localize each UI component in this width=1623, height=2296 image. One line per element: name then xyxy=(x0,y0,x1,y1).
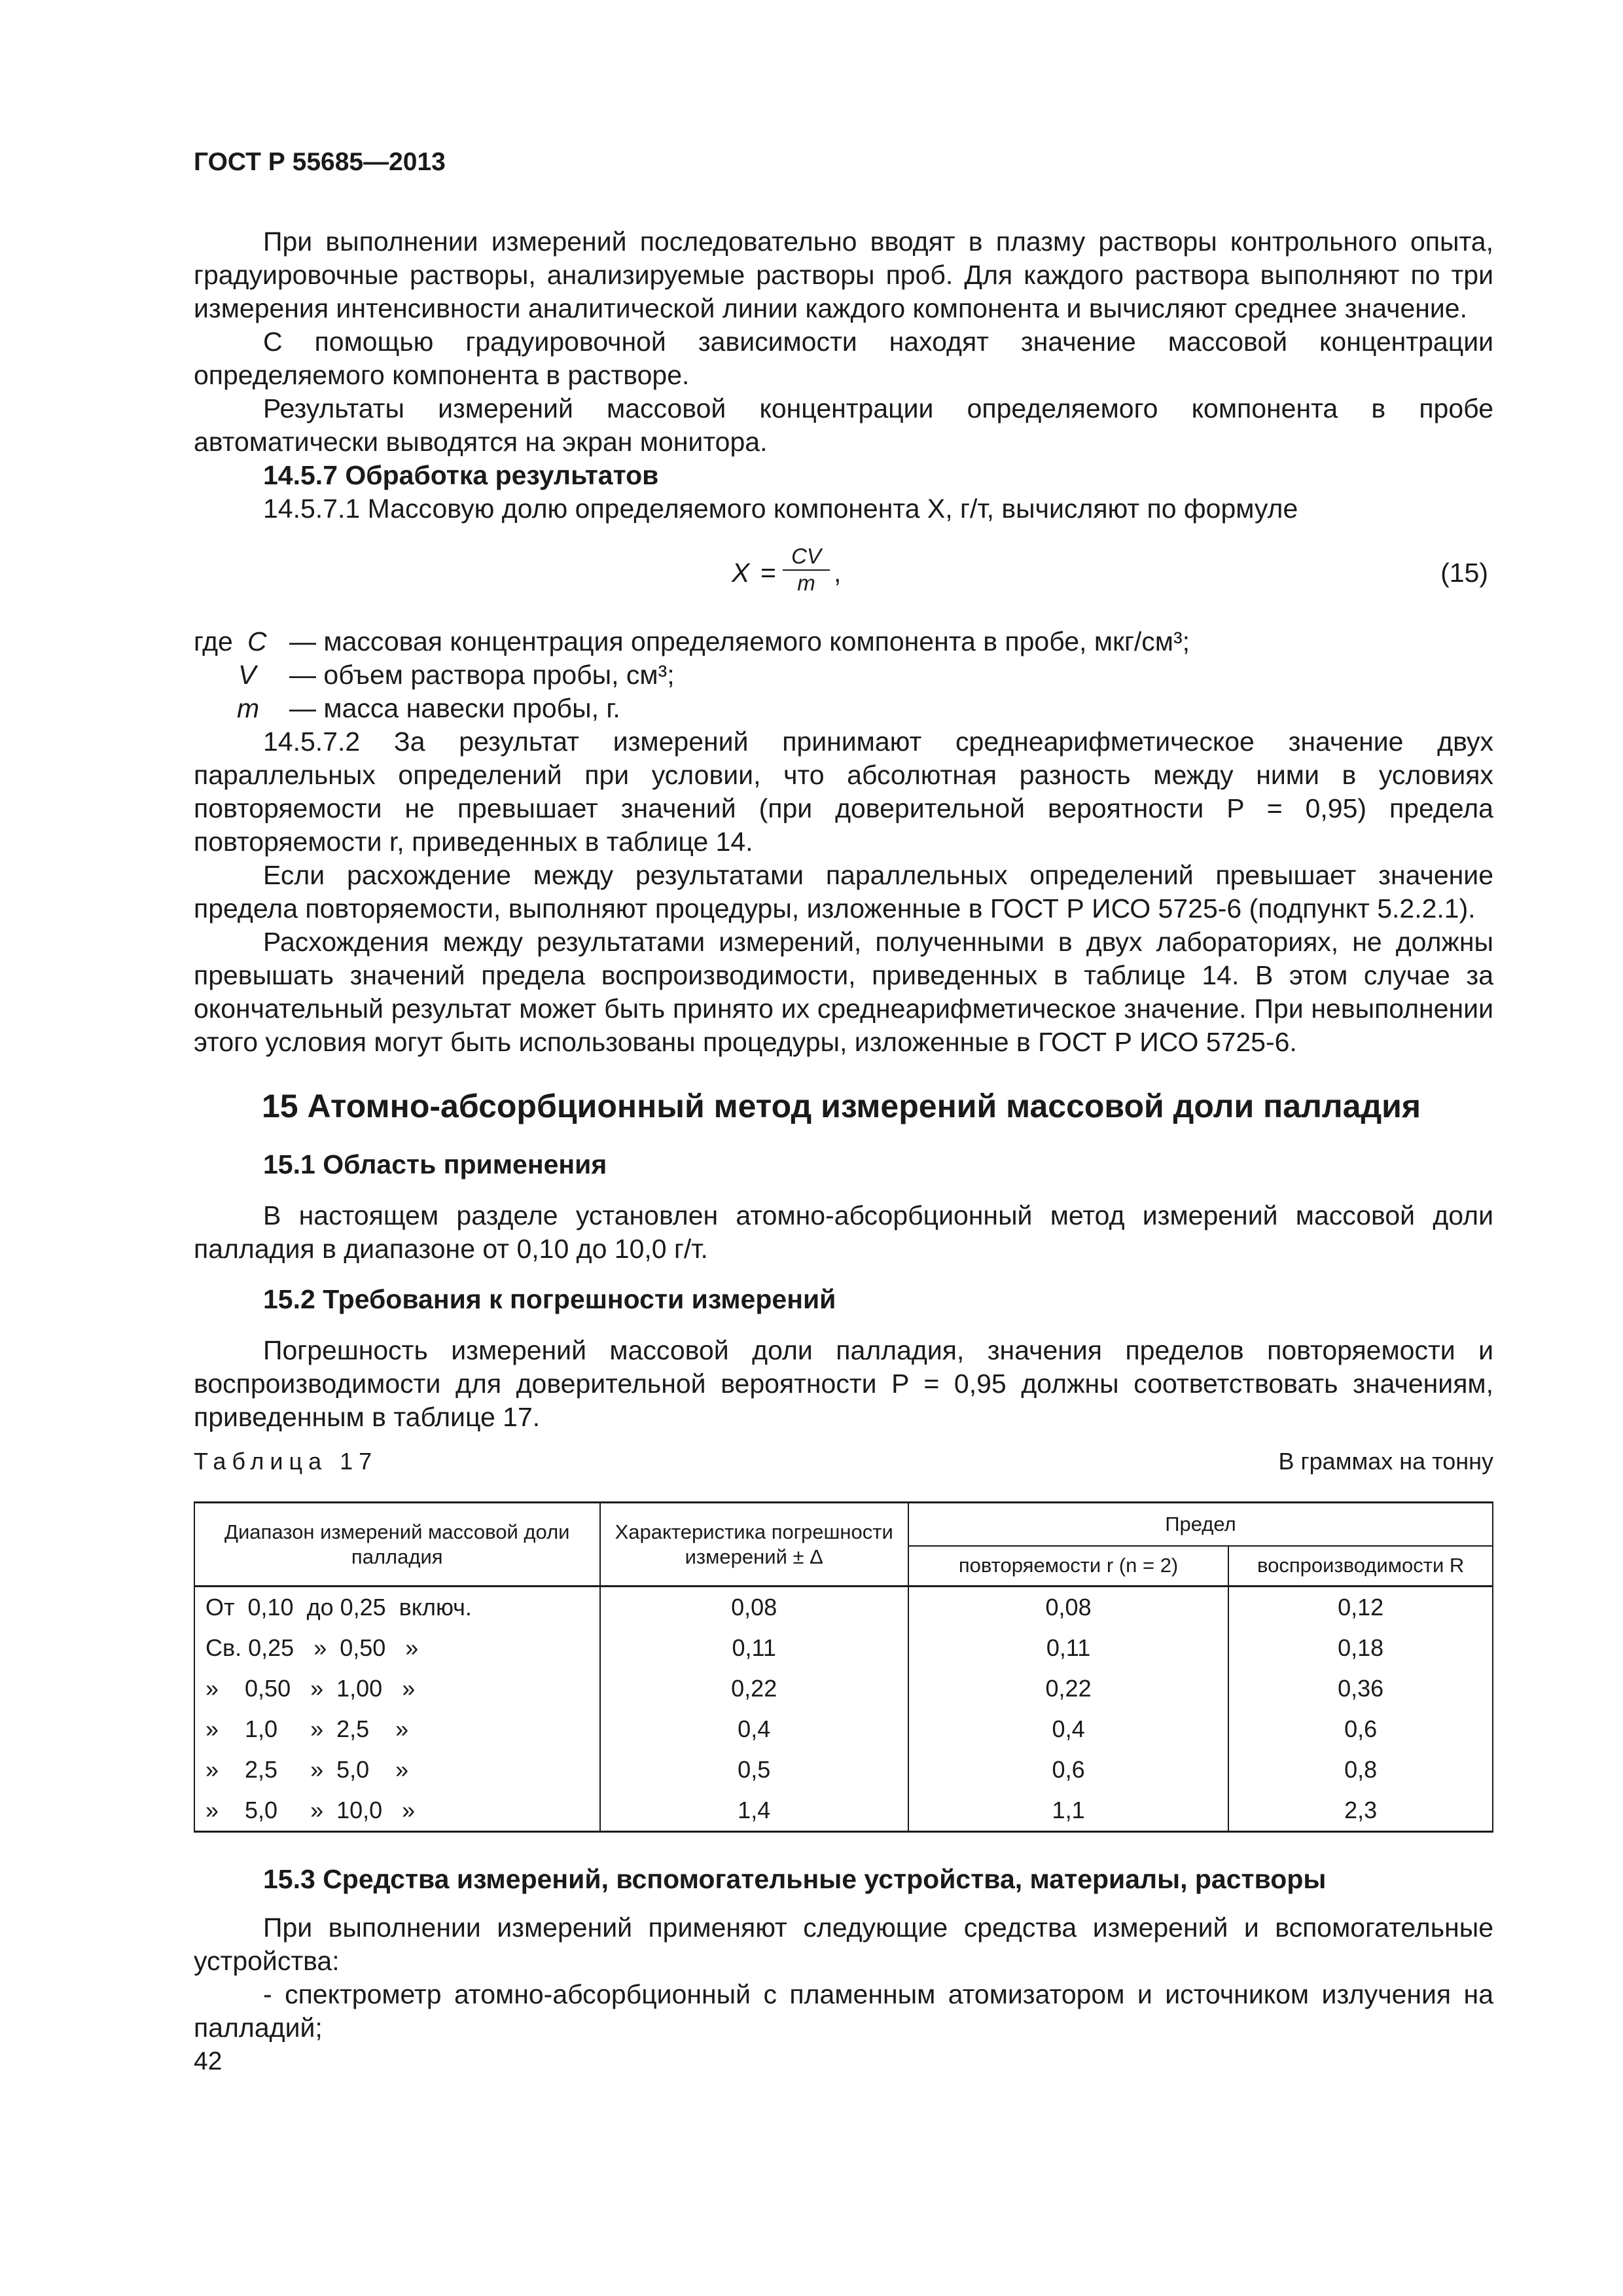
cell-range: » 1,0 » 2,5 » xyxy=(194,1709,600,1749)
paragraph: В настоящем разделе установлен атомно-абсорбционный метод измерений массовой доли палладия в диапазоне от 0,10 до 10,0 г/т. xyxy=(194,1200,1493,1264)
cell-R: 0,12 xyxy=(1228,1587,1493,1628)
cell-r: 0,22 xyxy=(908,1668,1228,1709)
table-caption-row xyxy=(194,1448,1493,1475)
legend-row xyxy=(194,625,1493,658)
column-header-reproducibility: воспроизводимости R xyxy=(1228,1546,1493,1587)
legend-prefix: где xyxy=(194,626,233,656)
cell-delta: 0,08 xyxy=(600,1587,908,1628)
formula-equals: = xyxy=(760,558,776,588)
cell-delta: 0,22 xyxy=(600,1668,908,1709)
legend-symbol: m xyxy=(237,693,260,723)
cell-R: 2,3 xyxy=(1228,1790,1493,1832)
formula-lhs: X xyxy=(732,558,750,588)
paragraph: Результаты измерений массовой концентрации определяемого компонента в пробе автоматически выводятся на экран монитора. xyxy=(194,393,1493,457)
paragraph: При выполнении измерений применяют следующие средства измерений и вспомогательные устройства: xyxy=(194,1912,1493,1976)
cell-r: 1,1 xyxy=(908,1790,1228,1832)
section-heading: 15.2 Требования к погрешности измерений xyxy=(263,1284,836,1314)
formula-numerator: CV xyxy=(783,543,830,571)
paragraph: 14.5.7.2 За результат измерений принимают среднеарифметическое значение двух параллельных определений при условии, что абсолютная разность между ними в условиях повторяемости не превышает значений (при доверительной вероятности P = 0,95) предела повторяемости r, приведенных в таблице 14. xyxy=(194,726,1493,857)
cell-R: 0,36 xyxy=(1228,1668,1493,1709)
column-header-limit: Предел xyxy=(908,1503,1493,1546)
table-row xyxy=(194,1790,1493,1832)
table-caption: Таблица 17 xyxy=(194,1448,378,1475)
document-header: ГОСТ Р 55685—2013 xyxy=(194,148,446,176)
cell-range: Св. 0,25 » 0,50 » xyxy=(194,1628,600,1668)
page-number: 42 xyxy=(194,2047,223,2075)
paragraph: Если расхождение между результатами параллельных определений превышает значение предела повторяемости, выполняют процедуры, изложенные в ГОСТ Р ИСО 5725-6 (подпункт 5.2.2.1). xyxy=(194,860,1493,924)
legend-row xyxy=(194,658,1493,692)
cell-range: » 0,50 » 1,00 » xyxy=(194,1668,600,1709)
legend-text: — массовая концентрация определяемого компонента в пробе, мкг/см³; xyxy=(289,626,1190,656)
data-table xyxy=(194,1501,1493,1833)
cell-R: 0,6 xyxy=(1228,1709,1493,1749)
table-row xyxy=(194,1668,1493,1709)
table-units: В граммах на тонну xyxy=(1278,1448,1493,1475)
cell-range: От 0,10 до 0,25 включ. xyxy=(194,1587,600,1628)
column-header-repeatability: повторяемости r (n = 2) xyxy=(908,1546,1228,1587)
formula-denominator: m xyxy=(797,571,815,595)
paragraph: С помощью градуировочной зависимости находят значение массовой концентрации определяемого компонента в растворе. xyxy=(194,327,1493,390)
formula-comma: , xyxy=(834,558,842,588)
legend-text: — объем раствора пробы, см³; xyxy=(289,660,675,690)
section-heading: 15.1 Область применения xyxy=(263,1149,607,1179)
table-row xyxy=(194,1749,1493,1790)
formula-number: (15) xyxy=(1440,558,1488,588)
cell-r: 0,11 xyxy=(908,1628,1228,1668)
cell-delta: 0,4 xyxy=(600,1709,908,1749)
cell-r: 0,08 xyxy=(908,1587,1228,1628)
section-heading: 14.5.7 Обработка результатов xyxy=(263,460,659,490)
column-header-range: Диапазон измерений массовой доли палладия xyxy=(194,1503,600,1587)
legend-symbol: V xyxy=(238,660,257,690)
list-item: - спектрометр атомно-абсорбционный с пламенным атомизатором и источником излучения на палладий; xyxy=(194,1979,1493,2043)
table-row xyxy=(194,1587,1493,1628)
cell-r: 0,6 xyxy=(908,1749,1228,1790)
cell-R: 0,18 xyxy=(1228,1628,1493,1668)
legend-row xyxy=(194,692,1493,725)
chapter-heading: 15 Атомно-абсорбционный метод измерений массовой доли палладия xyxy=(262,1088,1421,1124)
cell-r: 0,4 xyxy=(908,1709,1228,1749)
formula-legend xyxy=(194,625,1493,725)
table-row xyxy=(194,1628,1493,1668)
paragraph: Погрешность измерений массовой доли палладия, значения пределов повторяемости и воспроизводимости для доверительной вероятности P = 0,95 должны соответствовать значениям, приведенным в таблице 17. xyxy=(194,1335,1493,1432)
paragraph: 14.5.7.1 Массовую долю определяемого компонента X, г/т, вычисляют по формуле xyxy=(263,493,1298,524)
formula-fraction xyxy=(783,543,830,596)
cell-R: 0,8 xyxy=(1228,1749,1493,1790)
cell-delta: 1,4 xyxy=(600,1790,908,1832)
section-heading: 15.3 Средства измерений, вспомогательные устройства, материалы, растворы xyxy=(263,1864,1327,1894)
legend-symbol: C xyxy=(247,626,267,656)
legend-text: — масса навески пробы, г. xyxy=(289,693,620,723)
paragraph: Расхождения между результатами измерений, полученными в двух лабораториях, не должны превышать значений предела воспроизводимости, приведенных в таблице 14. В этом случае за окончательный результат может быть принято их среднеарифметическое значение. При невыполнении этого условия могут быть использованы процедуры, изложенные в ГОСТ Р ИСО 5725-6. xyxy=(194,927,1493,1057)
table-row xyxy=(194,1709,1493,1749)
paragraph: При выполнении измерений последовательно вводят в плазму растворы контрольного опыта, градуировочные растворы, анализируемые растворы проб. Для каждого раствора выполняют по три измерения интенсивности аналитической линии каждого компонента и вычисляют среднее значение. xyxy=(194,226,1493,323)
cell-range: » 5,0 » 10,0 » xyxy=(194,1790,600,1832)
cell-range: » 2,5 » 5,0 » xyxy=(194,1749,600,1790)
cell-delta: 0,11 xyxy=(600,1628,908,1668)
formula-15 xyxy=(194,543,1493,602)
cell-delta: 0,5 xyxy=(600,1749,908,1790)
column-header-error: Характеристика погрешности измерений ± Δ xyxy=(600,1503,908,1587)
